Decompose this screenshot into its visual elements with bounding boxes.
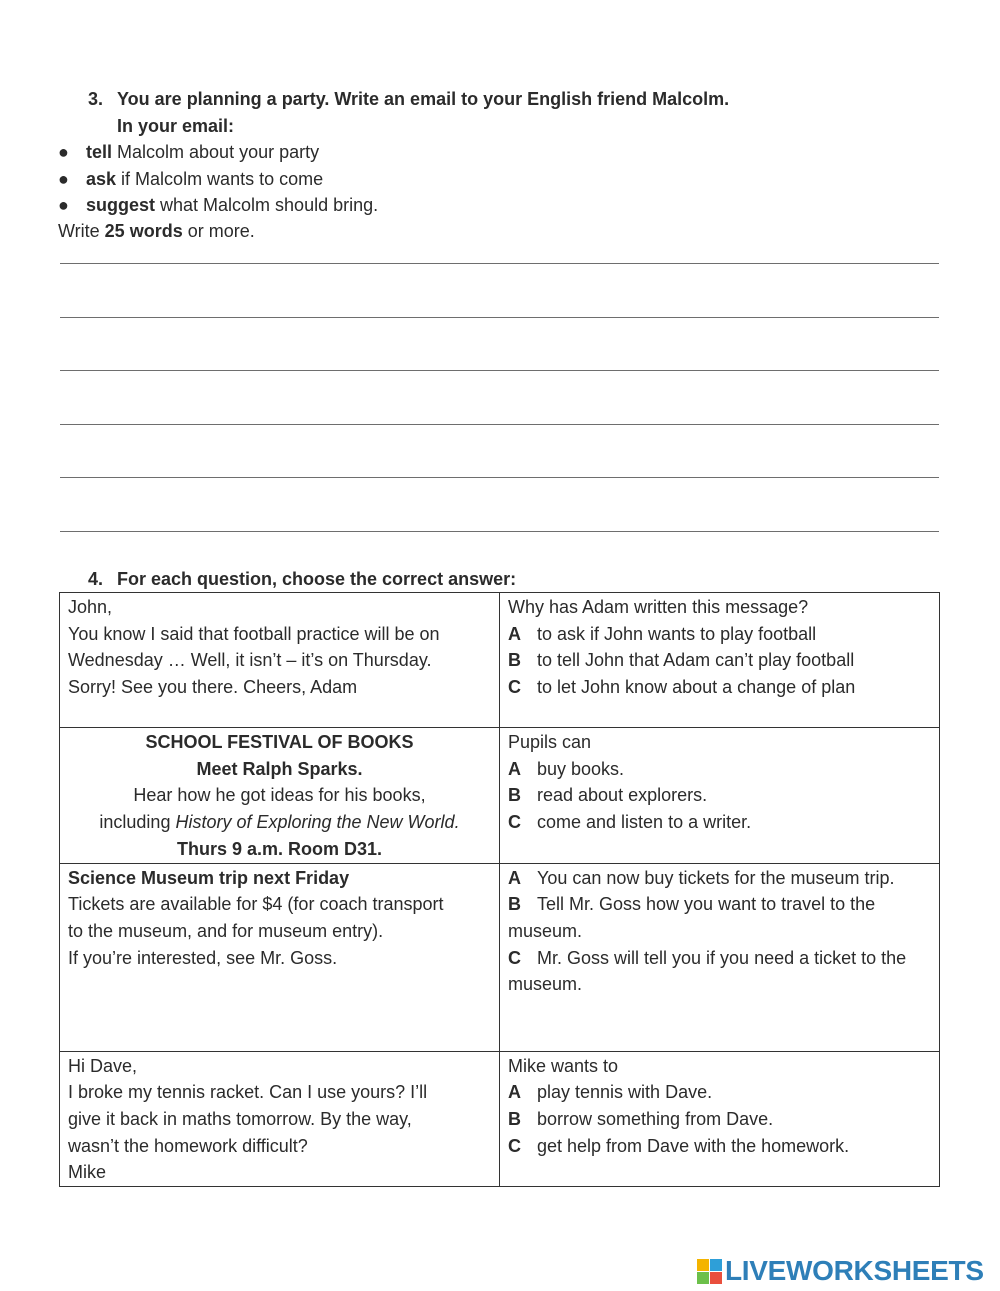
question-prompt: Mike wants to	[508, 1055, 619, 1076]
option-a[interactable]: A buy books.	[508, 758, 625, 779]
notice-cell	[60, 728, 500, 864]
option-c[interactable]: C to let John know about a change of plan	[508, 677, 856, 698]
option-b[interactable]: B to tell John that Adam can’t play football	[508, 650, 855, 671]
answer-line-5[interactable]	[60, 477, 939, 478]
question-text: You are planning a party. Write an email to your English friend Malcolm.	[117, 89, 730, 109]
answer-line-6[interactable]	[60, 531, 939, 532]
message-line: wasn’t the homework difficult?	[68, 1135, 308, 1156]
question-prompt: Why has Adam written this message?	[508, 597, 809, 617]
question-number: 4.	[88, 569, 104, 589]
task-bullet-list	[58, 139, 378, 219]
logo-square	[710, 1259, 722, 1271]
instruction-text: or more.	[182, 221, 255, 241]
answer-line-3[interactable]	[60, 370, 939, 371]
notice-line: Hear how he got ideas for his books,	[133, 785, 426, 806]
instruction-text: Write	[58, 221, 105, 241]
word-count: 25 words	[104, 221, 183, 241]
answer-line-1[interactable]	[60, 263, 939, 264]
question-table	[59, 592, 940, 1187]
answer-cell	[500, 728, 940, 864]
liveworksheets-logo[interactable]	[697, 1253, 984, 1289]
logo-icon	[697, 1259, 722, 1284]
message-line: Mike	[68, 1162, 107, 1183]
table-row	[60, 728, 940, 864]
option-a[interactable]: A play tennis with Dave.	[508, 1082, 713, 1103]
message-line: John,	[68, 597, 113, 617]
option-b[interactable]: B Tell Mr. Goss how you want to travel to the museum.	[508, 894, 876, 941]
question-text: For each question, choose the correct answer:	[117, 569, 517, 589]
option-b[interactable]: B read about explorers.	[508, 785, 708, 806]
notice-subtitle: Meet Ralph Sparks.	[196, 758, 363, 779]
option-a[interactable]: A You can now buy tickets for the museum trip.	[508, 867, 895, 888]
notice-title: SCHOOL FESTIVAL OF BOOKS	[145, 732, 414, 752]
message-line: You know I said that football practice will be on	[68, 623, 440, 644]
bullet-icon: ●	[58, 195, 69, 215]
option-c[interactable]: C come and listen to a writer.	[508, 812, 752, 833]
notice-title: Science Museum trip next Friday	[68, 867, 350, 888]
table-row	[60, 863, 940, 1051]
bullet-item	[58, 139, 378, 166]
message-line: Hi Dave,	[68, 1055, 138, 1076]
notice-line: including History of Exploring the New World.	[99, 812, 460, 833]
bullet-keyword: suggest	[86, 195, 156, 215]
question-3-title	[88, 86, 729, 112]
notice-line: to the museum, and for museum entry).	[68, 920, 384, 941]
notice-line: Tickets are available for $4 (for coach transport	[68, 894, 444, 915]
message-cell	[60, 593, 500, 728]
bullet-keyword: tell	[86, 142, 113, 162]
message-cell	[60, 1051, 500, 1187]
question-4-title	[88, 566, 516, 592]
logo-square	[697, 1272, 709, 1284]
message-line: I broke my tennis racket. Can I use yours? I’ll	[68, 1082, 428, 1103]
message-line: give it back in maths tomorrow. By the way,	[68, 1108, 412, 1129]
bullet-text: if Malcolm wants to come	[116, 168, 324, 189]
logo-square	[697, 1259, 709, 1271]
option-b[interactable]: B borrow something from Dave.	[508, 1108, 774, 1129]
table-row	[60, 593, 940, 728]
answer-cell	[500, 593, 940, 728]
bullet-icon: ●	[58, 142, 69, 162]
bullet-text: Malcolm about your party	[112, 142, 320, 162]
question-number: 3.	[88, 89, 104, 109]
option-c[interactable]: C get help from Dave with the homework.	[508, 1135, 850, 1156]
option-c[interactable]: C Mr. Goss will tell you if you need a ticket to the museum.	[508, 947, 907, 995]
option-a[interactable]: A to ask if John wants to play football	[508, 623, 817, 644]
word-count-instruction	[58, 218, 255, 244]
table-row	[60, 1051, 940, 1187]
bullet-text: what Malcolm should bring.	[155, 195, 379, 215]
notice-cell	[60, 863, 500, 1051]
question-3-subtitle: In your email:	[117, 116, 235, 136]
logo-text: LIVEWORKSHEETS	[725, 1255, 984, 1286]
answer-line-2[interactable]	[60, 317, 939, 318]
bullet-icon: ●	[58, 168, 69, 189]
bullet-item	[58, 166, 378, 193]
message-line: Sorry! See you there. Cheers, Adam	[68, 677, 358, 698]
answer-cell	[500, 863, 940, 1051]
answer-line-4[interactable]	[60, 424, 939, 425]
notice-line: If you’re interested, see Mr. Goss.	[68, 947, 338, 968]
logo-square	[710, 1272, 722, 1284]
bullet-item	[58, 192, 378, 219]
notice-time: Thurs 9 a.m. Room D31.	[176, 838, 383, 859]
question-prompt: Pupils can	[508, 732, 592, 752]
answer-cell	[500, 1051, 940, 1187]
bullet-keyword: ask	[86, 168, 117, 189]
book-title: History of Exploring the New World.	[175, 812, 460, 833]
message-line: Wednesday … Well, it isn’t – it’s on Thursday.	[68, 650, 432, 671]
